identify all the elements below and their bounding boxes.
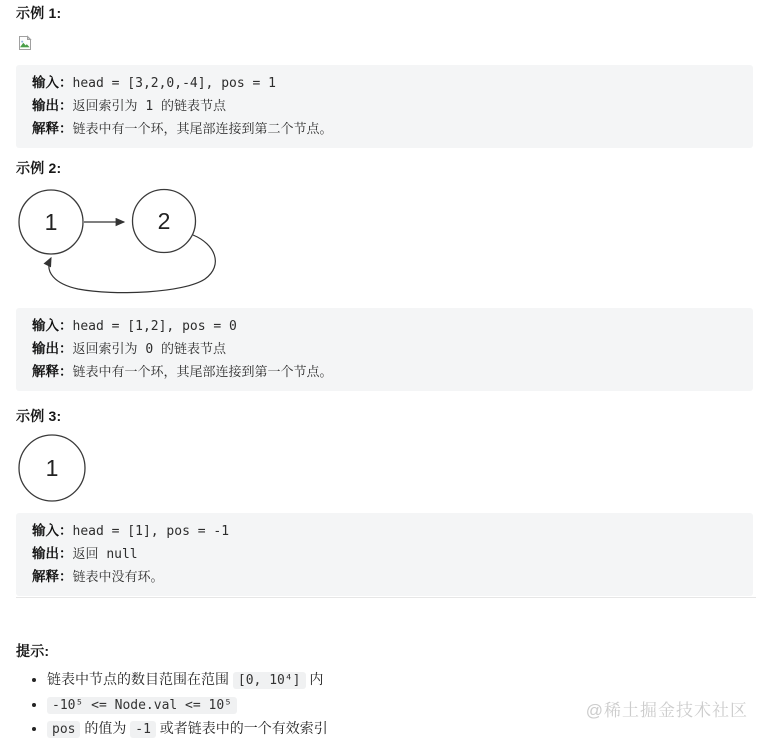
- hint-text: 或者链表中的一个有效索引: [155, 720, 328, 736]
- example-1-title: 示例 1:: [16, 5, 62, 21]
- example-2-linked-list-diagram: [0, 180, 245, 302]
- inline-code-range: [0, 10⁴]: [233, 672, 306, 689]
- explain-value: 链表中有一个环，其尾部连接到第一个节点。: [72, 365, 333, 380]
- example-1-output-line: [32, 95, 737, 118]
- example-2-output-line: [32, 338, 737, 361]
- explain-label: 解释：: [32, 364, 73, 379]
- example-1-input-line: [32, 72, 737, 95]
- output-value: 返回索引为 1 的链表节点: [72, 99, 226, 114]
- input-value: head = [3,2,0,-4], pos = 1: [72, 76, 276, 91]
- explain-label: 解释：: [32, 121, 73, 136]
- example-3-linked-list-diagram: [0, 433, 120, 505]
- explain-value: 链表中没有环。: [72, 570, 164, 585]
- hints-title: 提示:: [16, 643, 50, 659]
- output-label: 输出：: [32, 546, 73, 561]
- example-3-input-line: [32, 520, 737, 543]
- output-label: 输出：: [32, 98, 73, 113]
- input-label: 输入：: [32, 318, 73, 333]
- section-divider: [16, 597, 756, 598]
- example-3-explain-line: [32, 566, 737, 589]
- example-1-explain-line: [32, 118, 737, 141]
- example-2-input-line: [32, 315, 737, 338]
- example-3-code-block: [16, 513, 753, 596]
- hint-text: 的值为: [80, 720, 131, 736]
- example-3-output-line: [32, 543, 737, 566]
- broken-image-icon: [17, 35, 33, 51]
- output-value: 返回 null: [72, 547, 138, 562]
- input-label: 输入：: [32, 75, 73, 90]
- input-value: head = [1], pos = -1: [72, 524, 230, 539]
- hint-item-node-count: [47, 668, 736, 693]
- output-value: 返回索引为 0 的链表节点: [72, 342, 226, 357]
- node-2-label: 2: [157, 208, 171, 234]
- explain-value: 链表中有一个环，其尾部连接到第二个节点。: [72, 122, 333, 137]
- inline-code-neg1: -1: [130, 721, 156, 738]
- node-1-label: 1: [45, 455, 59, 481]
- example-1-code-block: [16, 65, 753, 148]
- example-2-code-block: [16, 308, 753, 391]
- example-3-title: 示例 3:: [16, 408, 62, 424]
- hint-text: 内: [305, 671, 324, 687]
- example-2-explain-line: [32, 361, 737, 384]
- node-1-label: 1: [44, 209, 58, 235]
- inline-code-node-val: -10⁵ <= Node.val <= 10⁵: [47, 697, 237, 714]
- explain-label: 解释：: [32, 569, 73, 584]
- inline-code-pos: pos: [47, 721, 80, 738]
- juejin-watermark: @稀土掘金技术社区: [585, 701, 748, 720]
- example-2-title: 示例 2:: [16, 160, 62, 176]
- input-label: 输入：: [32, 523, 73, 538]
- input-value: head = [1,2], pos = 0: [72, 319, 237, 334]
- hint-text: 链表中节点的数目范围在范围: [47, 671, 233, 687]
- output-label: 输出：: [32, 341, 73, 356]
